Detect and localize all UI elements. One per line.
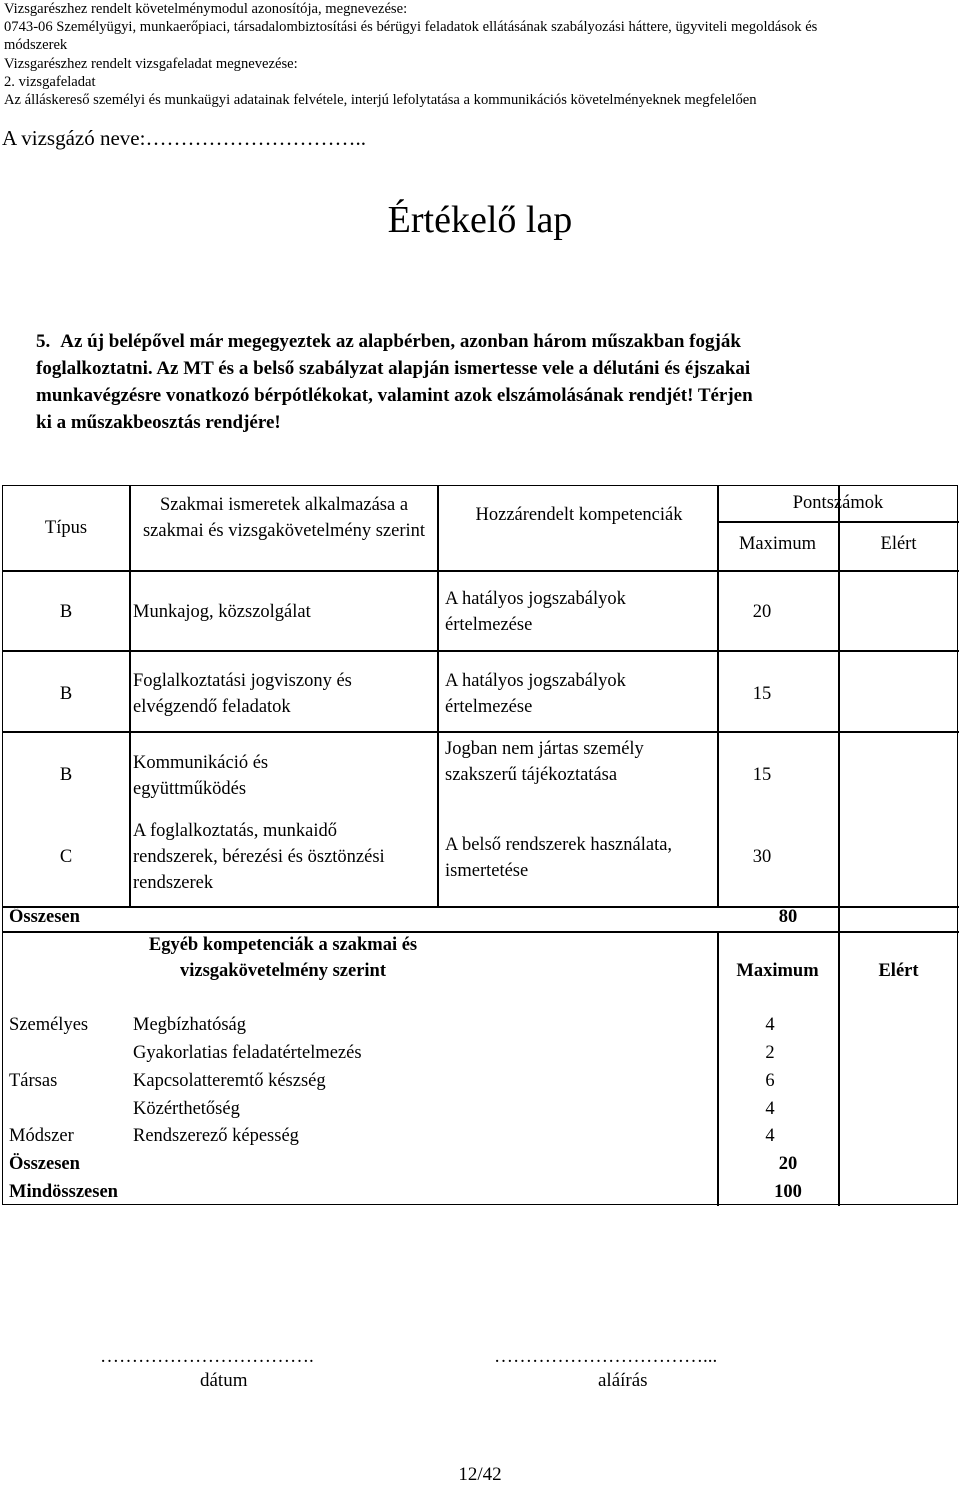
- row-max: 20: [752, 602, 772, 622]
- header-competencies: Hozzárendelt kompetenciák: [475, 505, 683, 525]
- candidate-name-field: A vizsgázó neve:…………………………..: [2, 126, 366, 150]
- row-max: 15: [752, 684, 772, 704]
- row-competency: Jogban nem jártas személy szakszerű tájékoztatása: [445, 739, 644, 785]
- total-value: 20: [778, 1154, 798, 1174]
- other-category: Módszer: [9, 1126, 74, 1146]
- other-max: 4: [765, 1126, 775, 1146]
- other-max: 6: [765, 1071, 775, 1091]
- other-header-max: Maximum: [736, 961, 819, 981]
- row-type: C: [59, 847, 73, 867]
- header-line: módszerek: [4, 37, 68, 54]
- header-points: Pontszámok: [792, 493, 884, 513]
- other-category: Személyes: [9, 1015, 89, 1035]
- other-max: 4: [765, 1015, 775, 1035]
- grand-total-label: Mindösszesen: [9, 1182, 118, 1202]
- row-competency: A hatályos jogszabályok értelmezése: [445, 671, 626, 717]
- other-max: 4: [765, 1099, 775, 1119]
- row-competency: A belső rendszerek használata, ismertetése: [445, 835, 673, 881]
- total-label: Összesen: [9, 907, 80, 927]
- header-max: Maximum: [738, 534, 817, 554]
- date-dots: …………………………….: [100, 1346, 314, 1367]
- header-line: Vizsgarészhez rendelt vizsgafeladat megnevezése:: [4, 55, 298, 72]
- table-divider: [437, 486, 439, 906]
- header-line: Vizsgarészhez rendelt követelménymodul azonosítója, megnevezése:: [4, 1, 408, 17]
- total-label: Összesen: [9, 1154, 80, 1174]
- row-knowledge: Foglalkoztatási jogviszony és elvégzendő feladatok: [133, 671, 352, 717]
- evaluation-table: [2, 485, 958, 1205]
- date-label: dátum: [200, 1370, 248, 1391]
- other-competency: Gyakorlatias feladatértelmezés: [133, 1043, 362, 1063]
- other-competency: Megbízhatóság: [133, 1015, 247, 1035]
- row-type: B: [59, 684, 73, 704]
- row-type: B: [59, 602, 73, 622]
- row-knowledge: Kommunikáció és együttműködés: [133, 753, 269, 799]
- other-max: 2: [765, 1043, 775, 1063]
- total-value: 80: [778, 907, 798, 927]
- header-type: Típus: [44, 518, 88, 538]
- header-line: 0743-06 Személyügyi, munkaerőpiaci, társadalombiztosítási és bérügyi feladatok ellátásának szabályozási háttere, ügyviteli megoldások és: [4, 19, 818, 36]
- header-knowledge: Szakmai ismeretek alkalmazása a szakmai és vizsgakövetelmény szerint: [142, 495, 426, 541]
- task-number: 5.: [36, 331, 51, 352]
- table-divider: [129, 486, 131, 906]
- other-competency: Közérthetőség: [133, 1099, 240, 1119]
- header-line: Az álláskereső személyi és munkaügyi adatainak felvétele, interjú lefolytatása a kommunikációs követelményeknek megfelelően: [4, 92, 757, 109]
- row-competency: A hatályos jogszabályok értelmezése: [445, 589, 626, 635]
- header-line: 2. vizsgafeladat: [4, 73, 96, 90]
- other-category: Társas: [9, 1071, 58, 1091]
- row-knowledge: A foglalkoztatás, munkaidő rendszerek, bérezési és ösztönzési rendszerek: [133, 821, 385, 893]
- task-description: [36, 328, 936, 436]
- row-max: 30: [752, 847, 772, 867]
- document-header: [4, 0, 954, 109]
- row-knowledge: Munkajog, közszolgálat: [133, 602, 311, 622]
- signature-dots: ……………………………...: [494, 1346, 718, 1367]
- task-line: ki a műszakbeosztás rendjére!: [36, 412, 281, 433]
- page-number: 12/42: [458, 1464, 502, 1485]
- task-line: munkavégzésre vonatkozó bérpótlékokat, valamint azok elszámolásának rendjét! Térjen: [36, 385, 753, 406]
- row-type: B: [59, 765, 73, 785]
- row-max: 15: [752, 765, 772, 785]
- header-achieved: Elért: [880, 534, 917, 554]
- task-line: Az új belépővel már megegyeztek az alapbérben, azonban három műszakban fogják: [60, 331, 741, 352]
- grand-total-value: 100: [774, 1182, 802, 1202]
- other-competency: Rendszerező képesség: [133, 1126, 299, 1146]
- table-divider: [838, 486, 840, 1206]
- other-competency: Kapcsolatteremtő készség: [133, 1071, 326, 1091]
- task-line: foglalkoztatni. Az MT és a belső szabályzat alapján ismertesse vele a délutáni és éjszakai: [36, 358, 751, 379]
- signature-label: aláírás: [598, 1370, 648, 1391]
- table-divider: [3, 731, 959, 733]
- table-divider: [717, 521, 959, 523]
- table-divider: [3, 650, 959, 652]
- table-divider: [3, 570, 959, 572]
- page-title: Értékelő lap: [387, 199, 573, 241]
- other-header-achieved: Elért: [878, 961, 919, 981]
- other-competencies-header: Egyéb kompetenciák a szakmai és vizsgakövetelmény szerint: [148, 935, 418, 981]
